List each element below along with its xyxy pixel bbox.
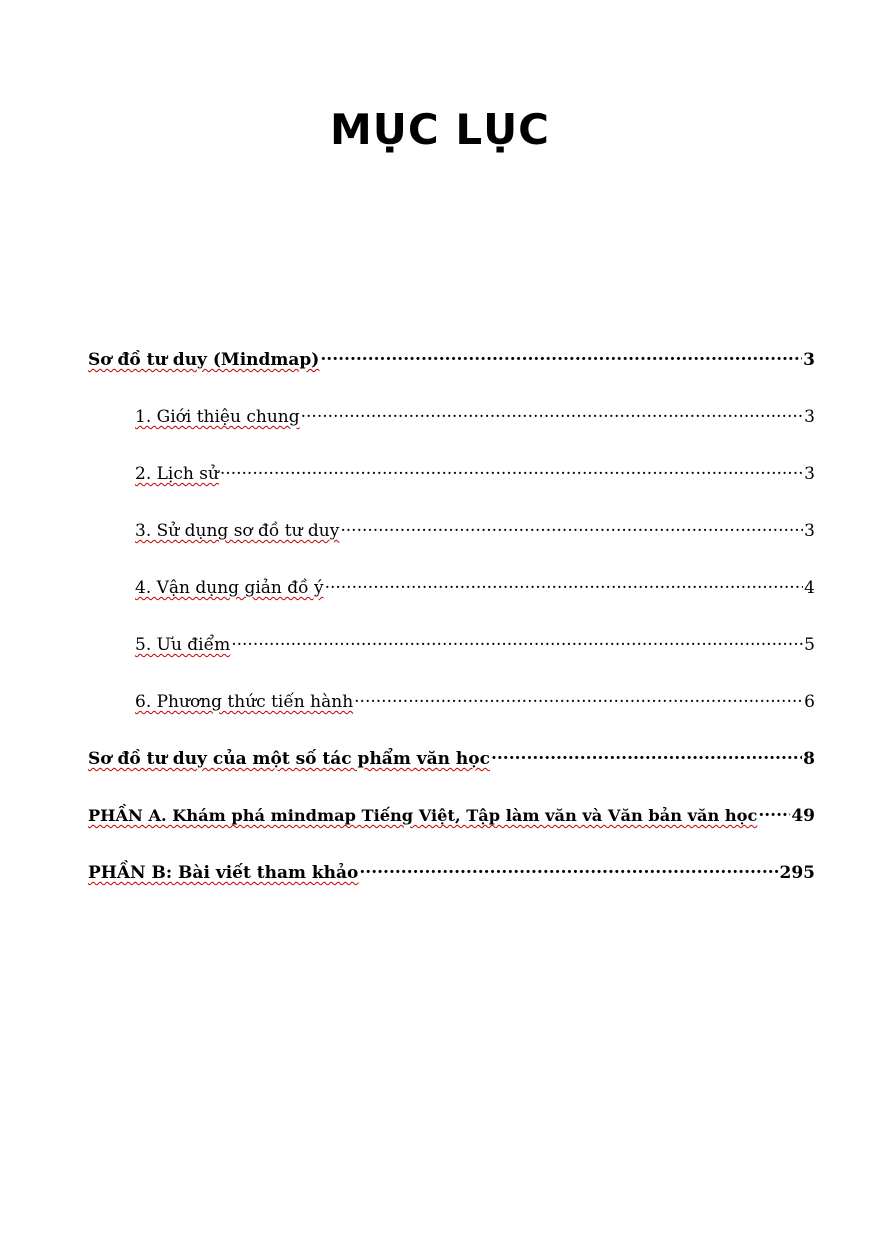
toc-entry[interactable] [88, 576, 815, 633]
toc-page-number: 8 [803, 749, 815, 769]
toc-dot-leader [354, 690, 803, 707]
toc-entry[interactable] [88, 519, 815, 576]
toc-dot-leader [231, 633, 803, 650]
toc-entry-label: 4. Vận dụng giản đồ ý [135, 578, 324, 598]
toc-page-number: 6 [804, 692, 815, 712]
toc-entry-label: 5. Ưu điểm [135, 635, 231, 655]
toc-page-number: 3 [804, 407, 815, 427]
toc-dot-leader [325, 576, 804, 593]
toc-page-number: 4 [804, 578, 815, 598]
page-title: MỤC LỤC [329, 105, 551, 154]
toc-entry-label: Sơ đồ tư duy của một số tác phẩm văn học [88, 749, 490, 769]
toc-entry[interactable] [88, 462, 815, 519]
toc-entry[interactable] [88, 804, 815, 861]
toc-entry-label: PHẦN A. Khám phá mindmap Tiếng Việt, Tập làm văn và Văn bản văn học [88, 806, 758, 825]
toc-entry[interactable] [88, 405, 815, 462]
toc-entry-label: Sơ đồ tư duy (Mindmap) [88, 350, 320, 370]
toc-page-number: 295 [779, 863, 815, 883]
toc-dot-leader [359, 861, 778, 878]
table-of-contents [88, 348, 815, 918]
toc-dot-leader [301, 405, 804, 422]
toc-dot-leader [320, 348, 802, 365]
toc-page-number: 3 [804, 464, 815, 484]
toc-page-number: 3 [804, 521, 815, 541]
toc-entry[interactable] [88, 747, 815, 804]
toc-dot-leader [758, 804, 790, 821]
toc-dot-leader [491, 747, 802, 764]
toc-entry[interactable] [88, 348, 815, 405]
toc-page-number: 3 [803, 350, 815, 370]
toc-dot-leader [340, 519, 803, 536]
toc-entry-label: 6. Phương thức tiến hành [135, 692, 354, 712]
toc-page-number: 49 [791, 806, 815, 826]
toc-entry[interactable] [88, 861, 815, 918]
toc-entry[interactable] [88, 690, 815, 747]
toc-entry-label: PHẦN B: Bài viết tham khảo [88, 863, 359, 883]
toc-entry[interactable] [88, 633, 815, 690]
toc-dot-leader [220, 462, 803, 479]
toc-entry-label: 1. Giới thiệu chung [135, 407, 300, 427]
toc-page-number: 5 [804, 635, 815, 655]
toc-entry-label: 3. Sử dụng sơ đồ tư duy [135, 521, 340, 541]
toc-entry-label: 2. Lịch sử [135, 464, 219, 484]
